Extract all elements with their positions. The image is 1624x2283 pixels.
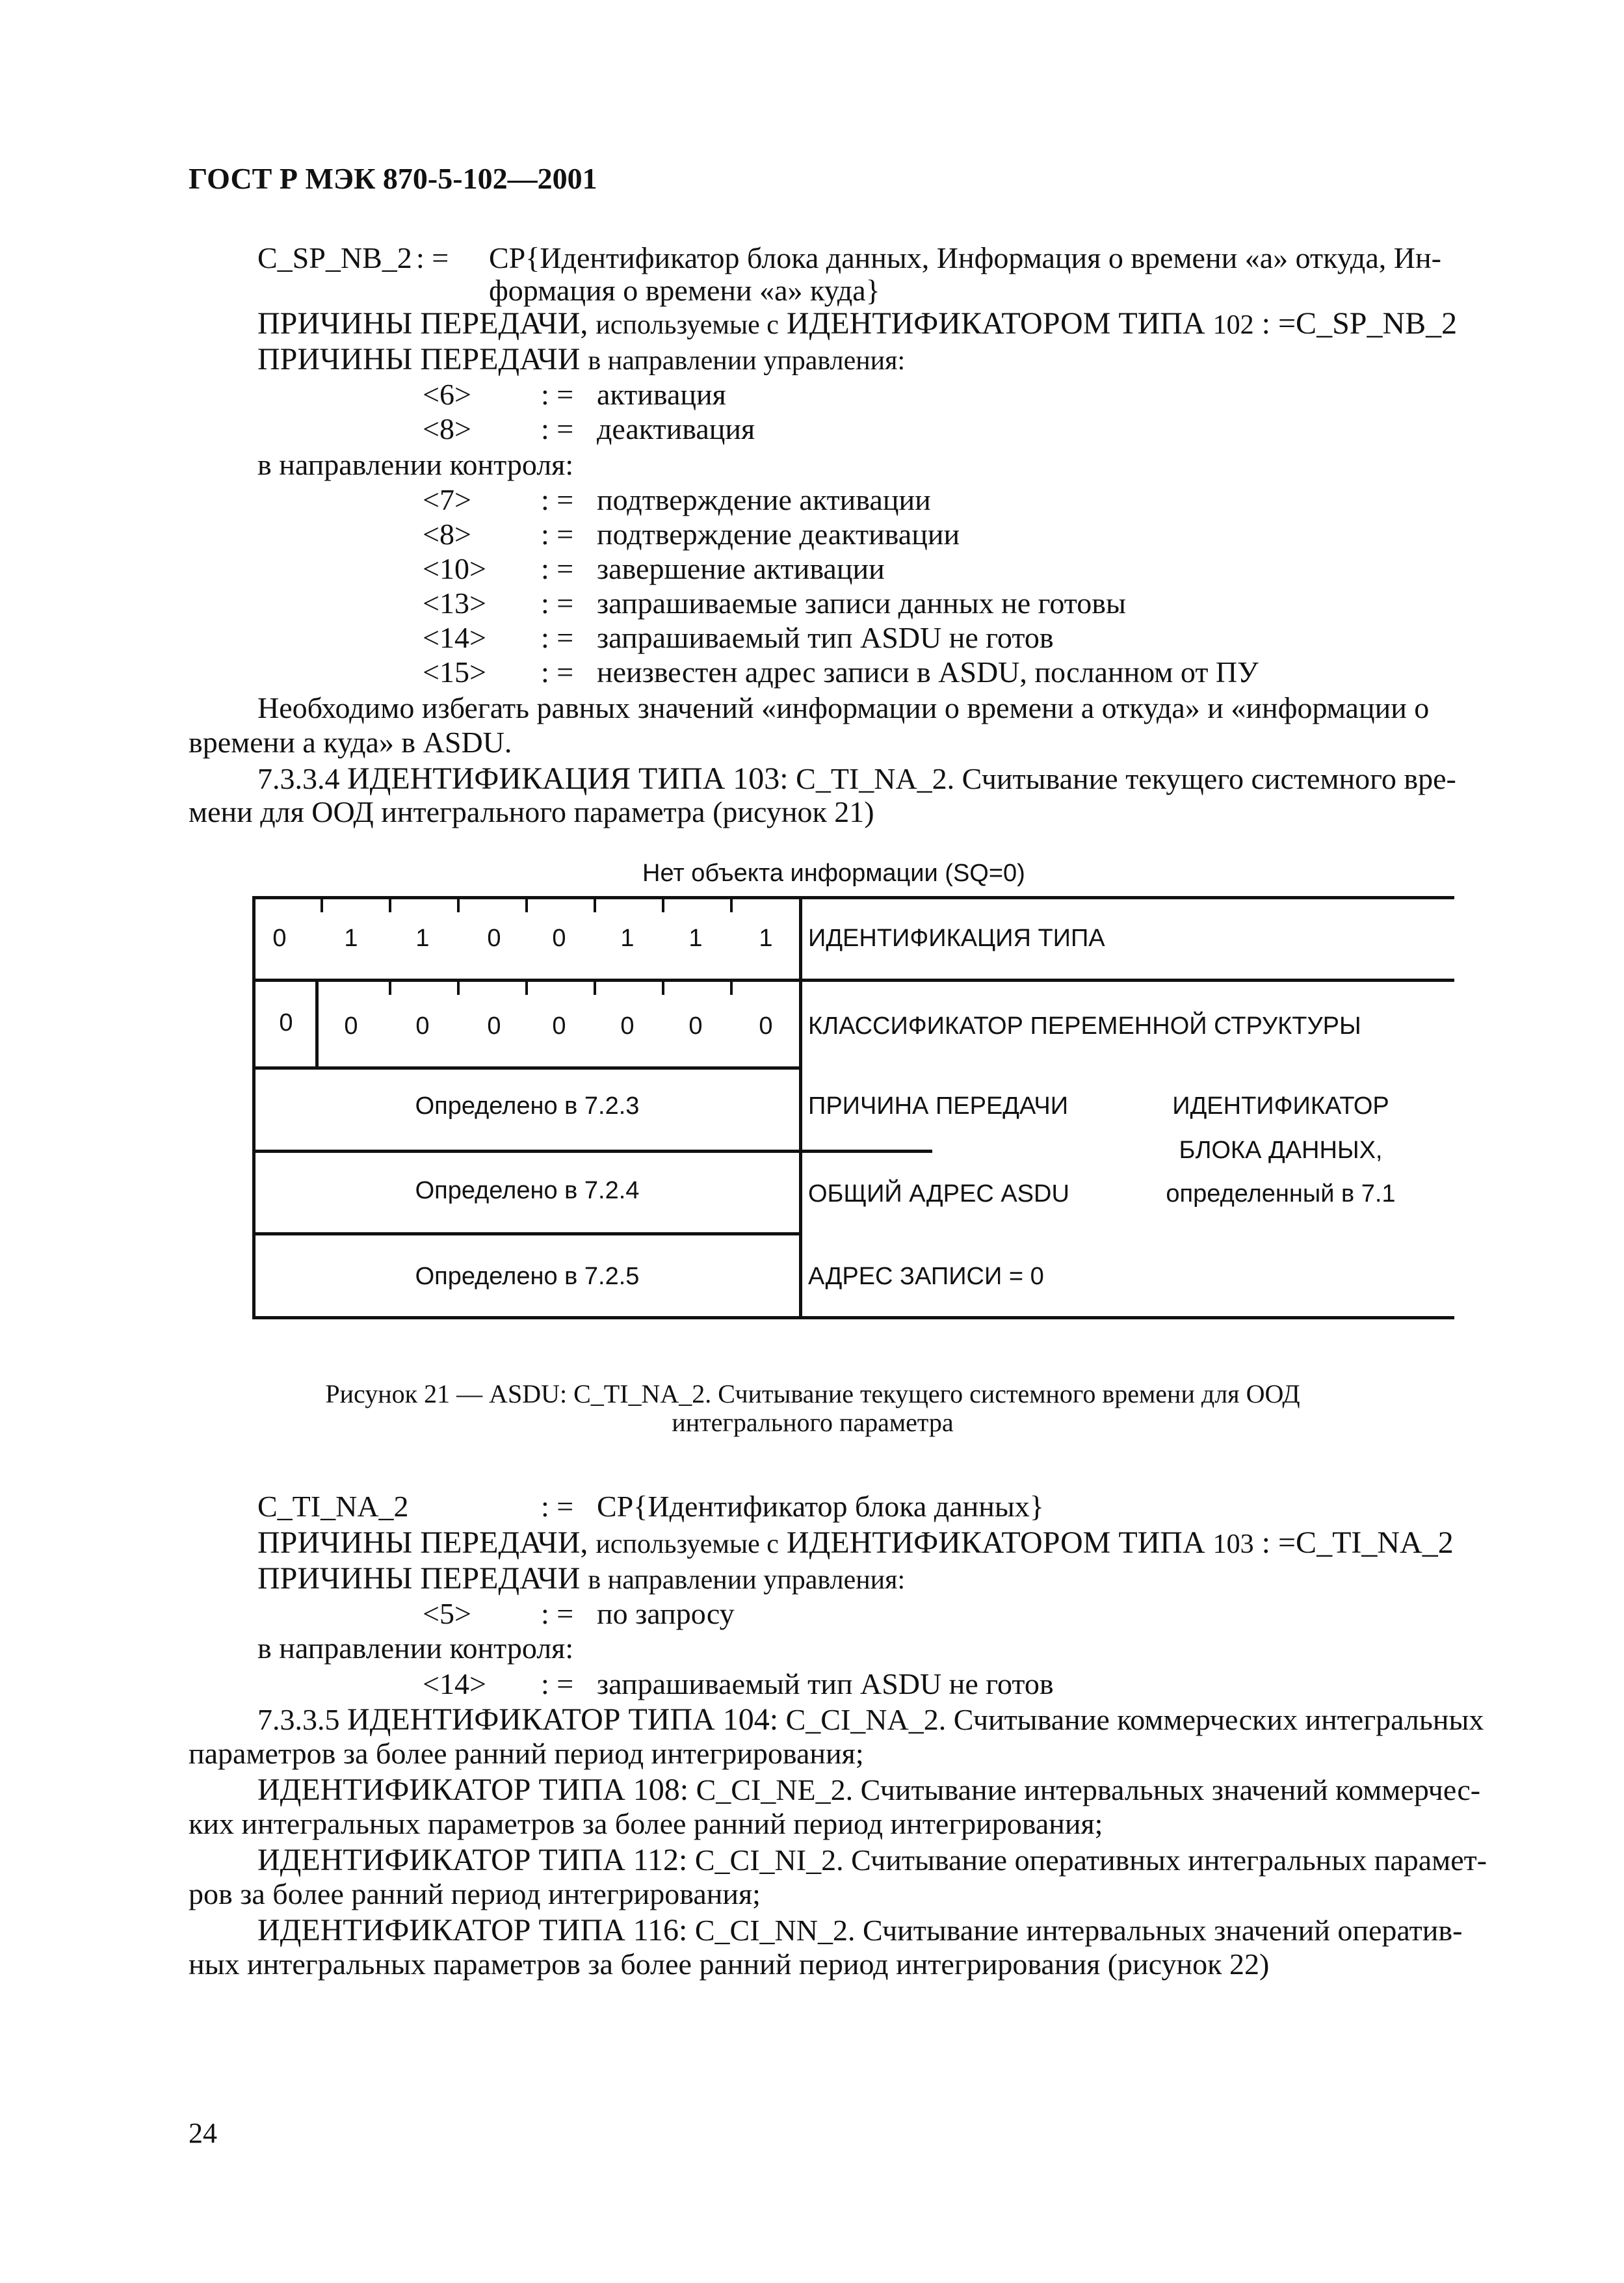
- monitor-direction-heading: в направлении контроля:: [257, 448, 574, 481]
- code-operator: : =: [541, 1597, 574, 1630]
- code-text: завершение активации: [597, 552, 885, 585]
- code-item: <8>: [423, 412, 471, 445]
- code-item: <14>: [423, 1667, 486, 1700]
- defined-cell: Определено в 7.2.4: [415, 1177, 640, 1204]
- definition-text: CP{Идентификатор блока данных}: [597, 1490, 1044, 1523]
- record-address-label: АДРЕС ЗАПИСИ = 0: [808, 1263, 1044, 1290]
- document-header: ГОСТ Р МЭК 870-5-102—2001: [189, 162, 597, 195]
- bit-cell: 1: [620, 925, 635, 952]
- code-text: запрашиваемый тип ASDU не готов: [597, 1667, 1054, 1700]
- definition-text-line2: формация о времени «a» куда}: [489, 274, 880, 307]
- defined-cell: Определено в 7.2.5: [415, 1263, 640, 1290]
- bit-cell: 0: [344, 1012, 358, 1040]
- code-operator: : =: [541, 587, 574, 620]
- code-operator: : =: [541, 621, 574, 654]
- bit-cell: 0: [620, 1012, 635, 1040]
- code-text: подтверждение активации: [597, 483, 931, 516]
- bit-cell: 1: [759, 925, 773, 952]
- bit-cell: 0: [688, 1012, 703, 1040]
- definition-operator: : =: [541, 1490, 574, 1523]
- data-unit-identifier-label-line1: ИДЕНТИФИКАТОР: [1172, 1092, 1389, 1120]
- section-7335-p2-line1: ИДЕНТИФИКАТОР ТИПА 108: C_CI_NE_2. Считывание интервальных значений коммерчес-: [257, 1773, 1481, 1807]
- definition-text-line1: CP{Идентификатор блока данных, Информация о времени «a» откуда, Ин-: [489, 241, 1441, 274]
- data-unit-identifier-label-line3: определенный в 7.1: [1166, 1180, 1396, 1207]
- variable-structure-label: КЛАССИФИКАТОР ПЕРЕМЕННОЙ СТРУКТУРЫ: [808, 1012, 1361, 1040]
- code-item: <6>: [423, 378, 471, 411]
- bit-cell: 0: [487, 925, 501, 952]
- defined-cell: Определено в 7.2.3: [415, 1092, 640, 1120]
- cause-of-transmission-label: ПРИЧИНА ПЕРЕДАЧИ: [808, 1092, 1069, 1120]
- page-number: 24: [189, 2117, 217, 2149]
- code-item: <15>: [423, 655, 486, 689]
- definition-operator: : =: [416, 241, 449, 274]
- reasons-control-heading: ПРИЧИНЫ ПЕРЕДАЧИ в направлении управления:: [257, 1561, 906, 1596]
- reasons-control-heading: ПРИЧИНЫ ПЕРЕДАЧИ в направлении управления:: [257, 342, 906, 376]
- section-7335-p3-line2: ров за более ранний период интегрирования;: [189, 1877, 761, 1910]
- section-7334-line1: 7.3.3.4 ИДЕНТИФИКАЦИЯ ТИПА 103: C_TI_NA_2. Считывание текущего системного вре-: [257, 761, 1456, 796]
- code-operator: : =: [541, 378, 574, 411]
- code-operator: : =: [541, 1667, 574, 1700]
- code-item: <13>: [423, 587, 486, 620]
- bit-cell: 0: [552, 1012, 566, 1040]
- data-unit-identifier-label-line2: БЛОКА ДАННЫХ,: [1179, 1137, 1383, 1164]
- code-item: <5>: [423, 1597, 471, 1630]
- section-7335-p1-line2: параметров за более ранний период интегрирования;: [189, 1737, 864, 1770]
- code-text: неизвестен адрес записи в ASDU, посланном от ПУ: [597, 655, 1259, 689]
- code-operator: : =: [541, 655, 574, 689]
- bit-cell: 1: [344, 925, 358, 952]
- code-item: <10>: [423, 552, 486, 585]
- variable-structure-sq-bit: 0: [279, 1009, 293, 1036]
- bit-cell: 0: [487, 1012, 501, 1040]
- code-text: подтверждение деактивации: [597, 518, 960, 551]
- code-item: <8>: [423, 518, 471, 551]
- reasons-line: ПРИЧИНЫ ПЕРЕДАЧИ, используемые с ИДЕНТИФИКАТОРОМ ТИПА 102 : =C_SP_NB_2: [257, 306, 1458, 341]
- section-7335-p2-line2: ких интегральных параметров за более ранний период интегрирования;: [189, 1807, 1103, 1840]
- type-identification-label: ИДЕНТИФИКАЦИЯ ТИПА: [808, 925, 1105, 952]
- section-7334-line2: мени для ООД интегрального параметра (рисунок 21): [189, 795, 874, 828]
- code-operator: : =: [541, 483, 574, 516]
- code-text: деактивация: [597, 412, 755, 445]
- code-text: по запросу: [597, 1597, 735, 1630]
- bit-cell: 1: [688, 925, 703, 952]
- reasons-line: ПРИЧИНЫ ПЕРЕДАЧИ, используемые с ИДЕНТИФИКАТОРОМ ТИПА 103 : =C_TI_NA_2: [257, 1525, 1454, 1560]
- bit-cell: 0: [552, 925, 566, 952]
- section-7335-p4-line1: ИДЕНТИФИКАТОР ТИПА 116: C_CI_NN_2. Считывание интервальных значений оператив-: [257, 1913, 1463, 1947]
- definition-name: C_TI_NA_2: [257, 1490, 409, 1523]
- bit-cell: 0: [759, 1012, 773, 1040]
- section-7335-p1-line1: 7.3.3.5 ИДЕНТИФИКАТОР ТИПА 104: C_CI_NA_2. Считывание коммерческих интегральных: [257, 1702, 1484, 1737]
- monitor-direction-heading: в направлении контроля:: [257, 1631, 574, 1665]
- figure-caption-line2: интегрального параметра: [672, 1408, 954, 1437]
- note-paragraph-line1: Необходимо избегать равных значений «информации о времени а откуда» и «информации о: [257, 691, 1430, 724]
- bit-cell: 1: [415, 925, 430, 952]
- figure-title: Нет объекта информации (SQ=0): [642, 860, 1025, 887]
- code-operator: : =: [541, 412, 574, 445]
- code-text: запрашиваемые записи данных не готовы: [597, 587, 1126, 620]
- code-item: <14>: [423, 621, 486, 654]
- code-text: запрашиваемый тип ASDU не готов: [597, 621, 1054, 654]
- note-paragraph-line2: времени а куда» в ASDU.: [189, 726, 512, 759]
- code-item: <7>: [423, 483, 471, 516]
- code-text: активация: [597, 378, 726, 411]
- section-7335-p3-line1: ИДЕНТИФИКАТОР ТИПА 112: C_CI_NI_2. Считывание оперативных интегральных парамет-: [257, 1843, 1487, 1877]
- code-operator: : =: [541, 552, 574, 585]
- figure-caption-line1: Рисунок 21 — ASDU: C_TI_NA_2. Считывание текущего системного времени для ООД: [325, 1379, 1300, 1408]
- code-operator: : =: [541, 518, 574, 551]
- bit-cell: 0: [415, 1012, 430, 1040]
- section-7335-p4-line2: ных интегральных параметров за более ранний период интегрирования (рисунок 22): [189, 1947, 1270, 1981]
- bit-cell: 0: [272, 925, 287, 952]
- common-address-label: ОБЩИЙ АДРЕС ASDU: [808, 1180, 1069, 1207]
- definition-name: C_SP_NB_2: [257, 241, 412, 274]
